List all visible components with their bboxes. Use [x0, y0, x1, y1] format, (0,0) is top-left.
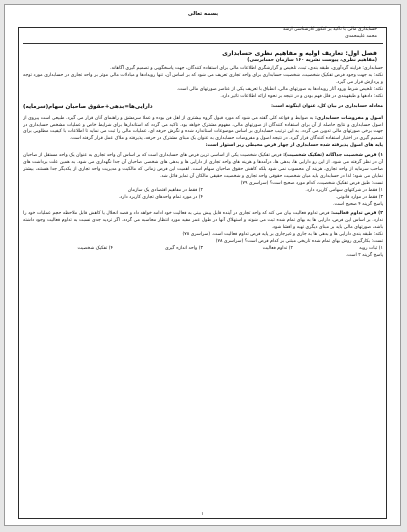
page-number: ۱: [201, 512, 204, 517]
definition-note-1: نکته: به جهت وجود فرض تفکیک شخصیت، شخصیت حسابداری برای واحد تجاری تعریف می شود که بر اساس آن، تنها رویدادها و مبادلات مالی موثر بر واحد تجاری در حسابداری مورد توجه و پردازش قرار می گیرد.: [23, 73, 383, 85]
assumption-2-note: نکته: طبقه بندی دارایی ها و بدهی ها به جاری و غیرجاری بر پایه فرض تداوم فعالیت است. (سراسری ۷۸): [182, 232, 383, 238]
assumption-2-options: [23, 246, 383, 253]
option-4: ۴) تفکیک شخصیت: [77, 245, 113, 251]
assumptions-lead: پایه های اصول پذیرفته شده حسابداری از چهار فرض محیطی زیر استوار است:: [205, 143, 383, 149]
option-1: ۱) ثبات رویه: [359, 245, 383, 251]
option-3: ۳) واحد اندازه گیری: [165, 245, 203, 251]
option-2: ۲) تداوم فعالیت: [262, 245, 293, 251]
option-2: ۲) فقط در مفاهیم اقتصادی یک سازمان: [127, 187, 203, 193]
assumption-1-options: [23, 188, 383, 202]
assumption-1-answer: پاسخ گزینه ۴ صحیح است.: [333, 201, 383, 207]
chapter-subtitle: (مفاهیم نظری، پیوست نشریه ۱۶۰ سازمان حسابرسی): [247, 58, 377, 64]
author-name: محمد علیمحمدی: [345, 33, 377, 39]
equation-formula: دارایی‌ها=بدهی+حقوق صاحبان سهام(سرمایه): [23, 103, 153, 110]
equation-label: معادله حسابداری در بیان کل، عنوان اینگونه است:: [271, 103, 383, 109]
page-content: [23, 9, 383, 523]
option-4: ۴) در مورد تمام واحدهای تجاری کاربرد دارد.: [118, 194, 203, 200]
definition-note-3: نکته: دادهها و طبقهبندی در قلل فهم بودن و در نتیجه بر نحوه ارائه اطلاعات تاثیر دارد.: [220, 93, 383, 99]
definition-accounting: حسابداری: فرایند گردآوری، طبقه بندی، ثبت، تلخیص و گزارشگری اطلاعات مالی برای استفاده کنندگان، جهت پاسخگویی و تصمیم گیری آگاهانه.: [110, 66, 383, 72]
assumption-2-answer: پاسخ گزینه ۲ است.: [345, 252, 383, 258]
assumptions-intro: اصول و مفروضات حسابداری: به ضوابط و قواعد کلی گفته می شود که مورد قبول گروه بیشتری از اهل فن بوده و عملا سرمشق و راهنمای آنان قرار می گیرد. طبیعی است پیروی از اصول حسابداری و نتایج حاصله از آن برای استفاده کنندگان از صورتهای مالی، مفهوم مشترک خواهد بود. تاکید می گردد که استاندارها برای شرایط خاص و عملیات مشخص حسابداری در جهت برخی صورتهای مالی تدوین می گردد. به این ترتیب حسابداری بر اساس موضوعات استاندارد شده و نگرش حرفه ای، عملیات مالی را ثبت می نماید تا اطلاعات با کیفیت مطلوبی برای تصمیم گیری در اختیار استفاده کنندگان قرار گیرد. در نتیجه اصول و مفروضات حسابداری به عنوان یک مبنای مشترک در حرفه، پذیرفته و ملاک عمل قرار گرفته است.: [23, 115, 383, 142]
chapter-title: فصل اول: تعاریف اولیه و مفاهیم نظری حسابداری: [222, 50, 377, 58]
option-1: ۱) فقط در شرکتهای سهامی کاربرد دارد.: [305, 187, 383, 193]
document-page: [4, 4, 401, 526]
assumption-1-section: [23, 153, 383, 208]
assumption-1-question: تست: طبق فرض تفکیک شخصیت، کدام مورد صحیح است؟ (سراسری ۷۹): [240, 180, 383, 186]
option-3: ۳) فقط در موارد قانونی.: [335, 194, 383, 200]
header-rule: [23, 43, 383, 44]
assumption-2-section: [23, 211, 383, 259]
assumption-1-body: ۱) فرض شخصیت جداگانه (تفکیک شخصیت): فرض تفکیک شخصیت یکی از اساسی ترین فرض های حسابداری است که بر اساس آن واحد تجاری به عنوان یک واحد مستقل از صاحبان آن در نظر گرفته می شود. از این رو دارایی ها، بدهی ها، درآمدها و هزینه های واحد تجاری از دارایی ها و بدهی های شخصی صاحبان آن جدا نگهداری می شود. به همین علت برداشت های صاحب سرمایه از واحد تجاری، هزینه آن محسوب نمی شود بلکه کاهش حقوق صاحبان سهام است. اهمیت این فرض زمانی که مالکیت و مدیریت واحد تجاری از یکدیگر جدا هستند، بیشتر نمایان می شود؛ لذا در حسابداری باید میان شخصیت حقوقی واحد تجاری و شخصیت حقیقی مالکان آن تمایز قائل شد.: [23, 153, 383, 179]
assumption-2-question: تست: بکارگیری روش بهای تمام شده تاریخی مبتنی بر کدام فرض است؟ (سراسری ۷۸): [215, 239, 383, 245]
bismillah-heading: بسمه تعالی: [187, 11, 219, 17]
assumption-2-body: ۲) فرض تداوم فعالیت: فرض تداوم فعالیت بیان می کند که واحد تجاری در آینده قابل پیش بینی به فعالیت خود ادامه خواهد داد و قصد انحلال یا کاهش قابل ملاحظه حجم عملیات خود را ندارد. بر اساس این فرض، دارایی ها به بهای تمام شده ثبت می شوند و استهلاک آنها در طول عمر مفید مورد انتظار محاسبه می گردد. اگر تردید جدی نسبت به تداوم فعالیت وجود داشته باشد، صورتهای مالی باید بر مبنای دیگری تهیه و افشا شود.: [23, 211, 383, 231]
definition-note-2: نکته: تلخیص شرط ورود آثار رویدادها به صورتهای مالی، انطباق با تعریف یکی از عناصر صورتهای مالی است.: [176, 86, 383, 92]
accounting-equation: [23, 104, 383, 111]
course-title-line: حسابداری مالی با تاکید بر کنکور کارشناسی ارشد: [282, 27, 377, 32]
